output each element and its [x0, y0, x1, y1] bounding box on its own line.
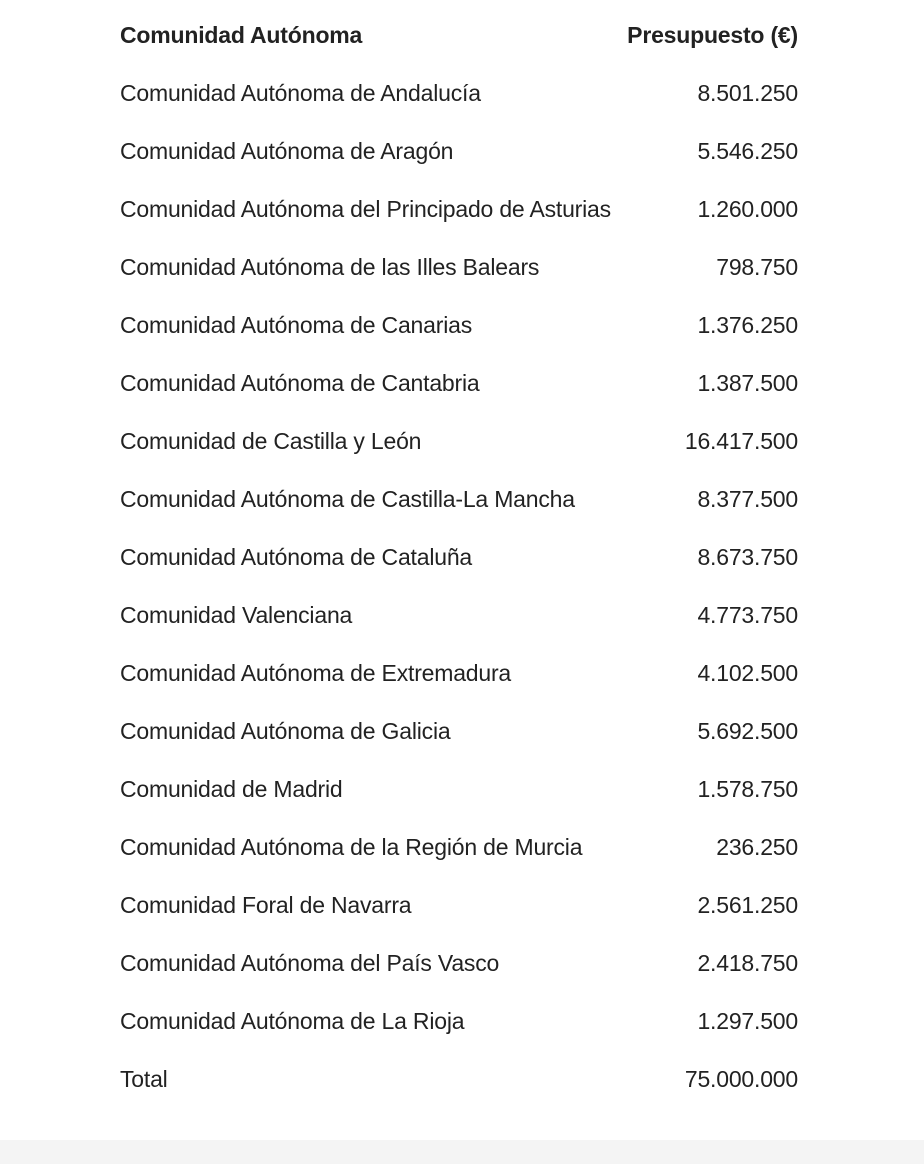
region-name: Comunidad Foral de Navarra [120, 891, 412, 918]
region-budget: 8.673.750 [697, 543, 798, 570]
region-budget: 4.102.500 [697, 659, 798, 686]
table-row [120, 586, 798, 644]
region-name: Comunidad Autónoma del País Vasco [120, 949, 500, 976]
total-row [120, 1050, 798, 1108]
region-budget: 5.692.500 [697, 717, 798, 744]
region-name: Comunidad Valenciana [120, 601, 353, 628]
region-budget: 1.578.750 [697, 775, 798, 802]
table-row [120, 122, 798, 180]
table-row [120, 412, 798, 470]
region-name: Comunidad Autónoma de Canarias [120, 311, 473, 338]
table-row [120, 354, 798, 412]
table-row [120, 818, 798, 876]
region-budget: 1.376.250 [697, 311, 798, 338]
page-bottom-strip [0, 1140, 924, 1164]
table-body [120, 64, 798, 1050]
region-budget: 1.387.500 [697, 369, 798, 396]
region-budget: 16.417.500 [684, 427, 798, 454]
region-budget: 798.750 [716, 253, 798, 280]
region-name: Comunidad Autónoma de Cataluña [120, 543, 473, 570]
region-name: Comunidad de Castilla y León [120, 427, 422, 454]
region-budget: 8.377.500 [697, 485, 798, 512]
region-budget: 5.546.250 [697, 137, 798, 164]
region-budget: 2.561.250 [697, 891, 798, 918]
header-region: Comunidad Autónoma [120, 21, 363, 48]
region-name: Comunidad Autónoma de la Región de Murcia [120, 833, 583, 860]
table-row [120, 238, 798, 296]
region-name: Comunidad Autónoma del Principado de Asturias [120, 195, 611, 222]
table-row [120, 876, 798, 934]
region-name: Comunidad Autónoma de Cantabria [120, 369, 480, 396]
region-name: Comunidad Autónoma de Galicia [120, 717, 451, 744]
table-row [120, 296, 798, 354]
table-row [120, 528, 798, 586]
table-row [120, 934, 798, 992]
region-budget: 1.297.500 [697, 1007, 798, 1034]
region-name: Comunidad Autónoma de las Illes Balears [120, 253, 540, 280]
region-name: Comunidad Autónoma de La Rioja [120, 1007, 465, 1034]
table-row [120, 702, 798, 760]
table-row [120, 64, 798, 122]
region-budget: 8.501.250 [697, 79, 798, 106]
region-budget: 4.773.750 [697, 601, 798, 628]
header-budget: Presupuesto (€) [627, 21, 798, 48]
table-row [120, 644, 798, 702]
total-label: Total [120, 1065, 168, 1092]
region-budget: 236.250 [716, 833, 798, 860]
budget-table [120, 6, 798, 1108]
region-name: Comunidad Autónoma de Extremadura [120, 659, 512, 686]
region-budget: 2.418.750 [697, 949, 798, 976]
region-name: Comunidad Autónoma de Castilla-La Mancha [120, 485, 575, 512]
region-budget: 1.260.000 [697, 195, 798, 222]
region-name: Comunidad Autónoma de Andalucía [120, 79, 481, 106]
table-row [120, 180, 798, 238]
region-name: Comunidad de Madrid [120, 775, 343, 802]
table-header-row [120, 6, 798, 64]
total-budget: 75.000.000 [684, 1065, 798, 1092]
table-row [120, 470, 798, 528]
table-row [120, 992, 798, 1050]
table-row [120, 760, 798, 818]
region-name: Comunidad Autónoma de Aragón [120, 137, 454, 164]
